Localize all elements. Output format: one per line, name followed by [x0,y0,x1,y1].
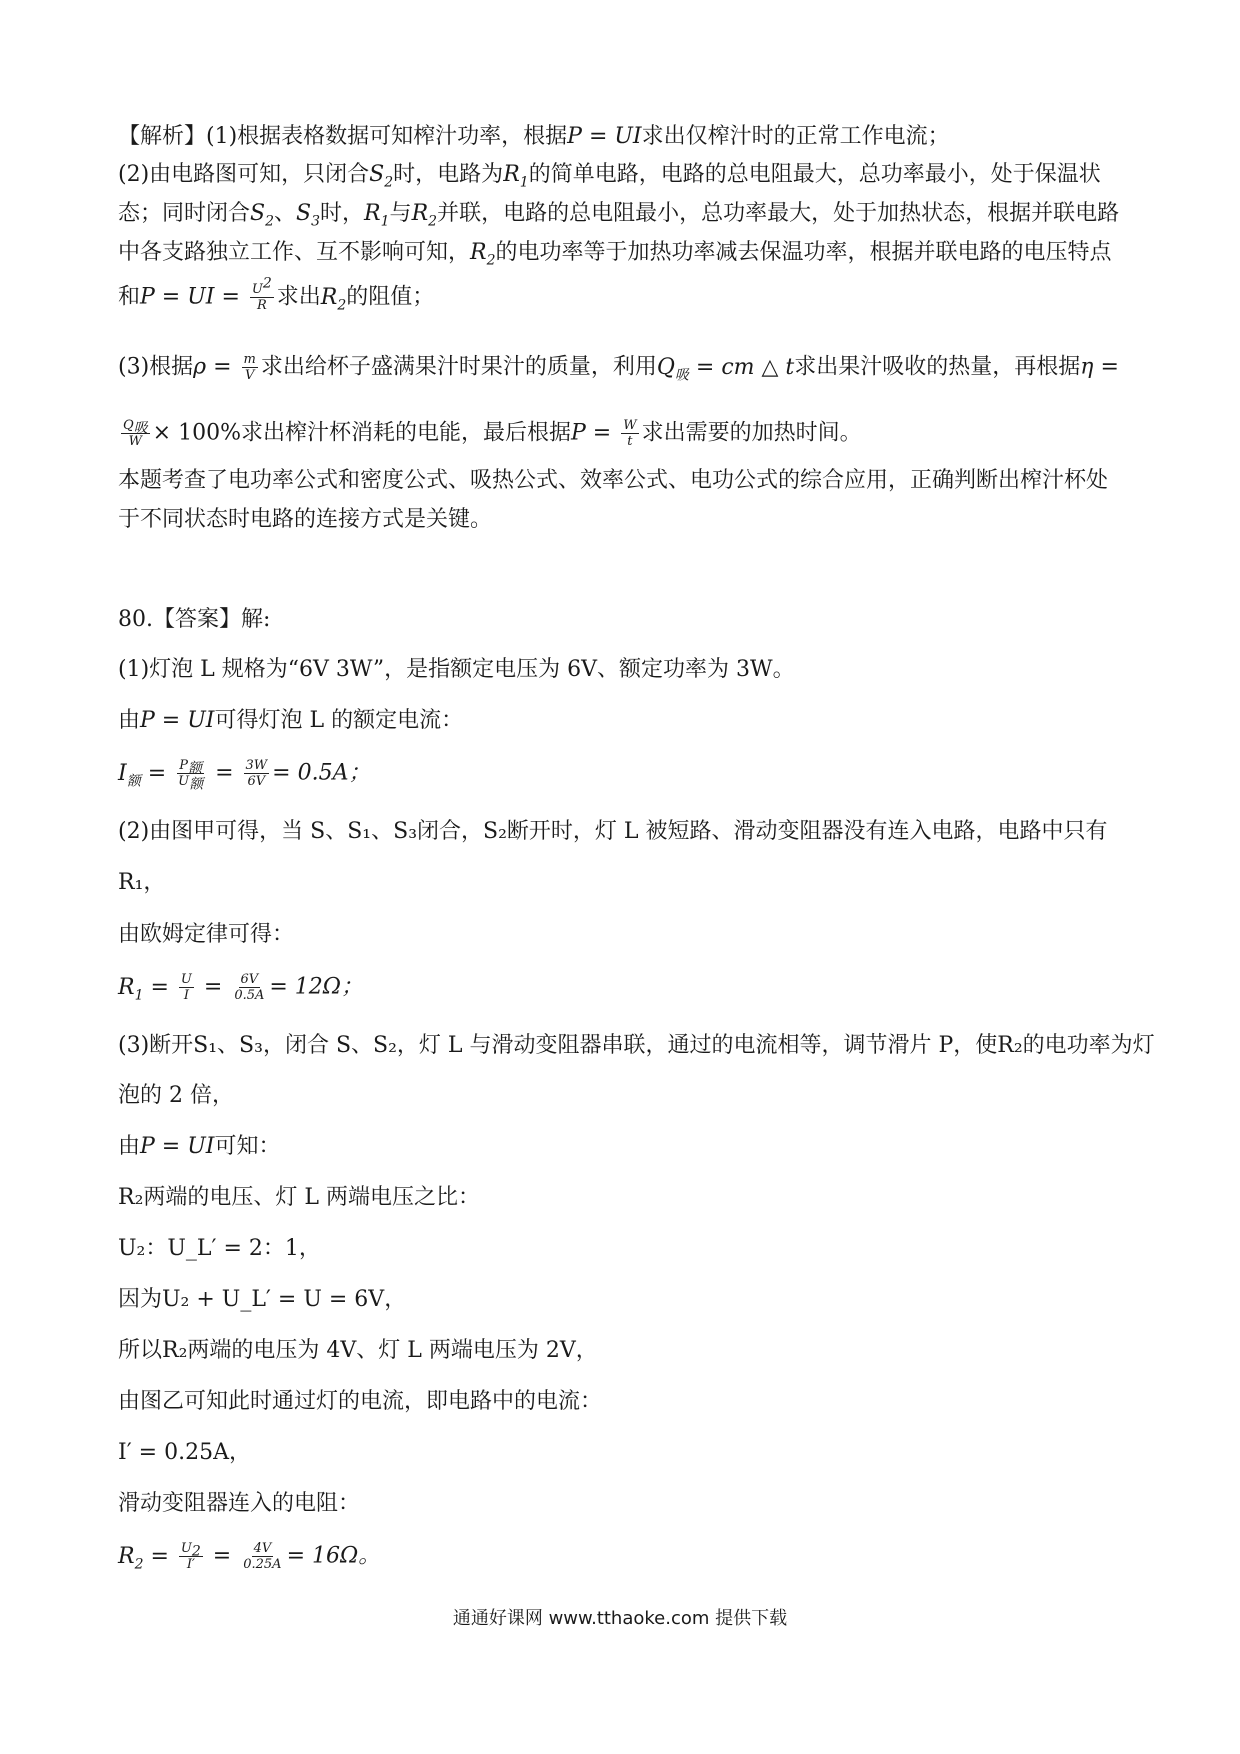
answer-p16: I′ = 0.25A， [118,1440,251,1465]
analysis-line-3: 态；同时闭合$S_2$、$S_3$时，$R_1$与$R_2$并联，电路的总电阻最小，总功率最大，处于加热状态，根据并联电路 [118,201,1120,230]
answer-p6: 由欧姆定律可得： [118,922,295,947]
answer-p15: 由图乙可知此时通过灯的电流，即电路中的电流： [118,1389,603,1414]
answer-p12: U₂：U_L′ = 2：1， [118,1236,321,1261]
analysis-line-1: 【解析】(1)根据表格数据可知榨汁功率，根据P = UI求出仅榨汁时的正常工作电流； [118,124,950,149]
answer-p11: R₂两端的电压、灯 L 两端电压之比： [118,1185,480,1210]
answer-p1: (1)灯泡 L 规格为“6V 3W”，是指额定电压为 6V、额定功率为 3W。 [118,657,795,682]
answer-p5: R₁， [118,870,166,895]
page-footer: 通通好课网 www.tthaoke.com 提供下载 [452,1608,788,1629]
answer-p13: 因为U₂ + U_L′ = U = 6V， [118,1287,407,1312]
answer-header: 80.【答案】解: [118,607,271,632]
answer-p17: 滑动变阻器连入的电阻： [118,1491,361,1516]
answer-p7: $R_1$ = $\frac{U}{I}$ = $\frac{6V}{0.5A}$ = 12Ω； [118,972,364,1003]
analysis-line-2: (2)由电路图可知，只闭合$S_2$时，电路为$R_1$的简单电路，电路的总电阻最大，总功率最小，处于保温状 [118,162,1101,191]
analysis-line-5: 和P = UI = $\frac{U^2}{R}$ 求出$R_2$的阻值； [118,275,435,313]
answer-p4: (2)由图甲可得，当 S、S₁、S₃闭合，S₂断开时，灯 L 被短路、滑动变阻器没有连入电路，电路中只有 [118,819,1108,844]
answer-p3: $I_额$ = $\frac{P_额}{U_额}$ = $\frac{3W}{6V}$ = 0.5A； [118,758,371,793]
analysis-line-8: 本题考查了电功率公式和密度公式、吸热公式、效率公式、电功公式的综合应用，正确判断出榨汁杯处 [118,468,1109,493]
analysis-line-4: 中各支路独立工作、互不影响可知，$R_2$的电功率等于加热功率减去保温功率，根据并联电路的电压特点 [118,240,1112,269]
analysis-line-6: (3)根据ρ = $\frac{m}{V}$ 求出给杯子盛满果汁时果汁的质量，利用$Q_吸$ = cm △ t求出果汁吸收的热量，再根据η = [118,352,1119,383]
answer-p2: 由P = UI可得灯泡 L 的额定电流： [118,708,464,733]
answer-p18: $R_2$ = $\frac{U_2}{I'}$ = $\frac{4V}{0.25A}$ = 16Ω。 [118,1541,381,1572]
answer-p14: 所以R₂两端的电压为 4V、灯 L 两端电压为 2V， [118,1338,598,1363]
analysis-line-7: $\frac{Q_吸}{W}$ × 100%求出榨汁杯消耗的电能，最后根据P = $\frac{W}{t}$ 求出需要的加热时间。 [123,418,862,449]
answer-p10: 由P = UI可知： [118,1134,281,1159]
analysis-line-9: 于不同状态时电路的连接方式是关键。 [118,507,493,532]
answer-p8: (3)断开S₁、S₃，闭合 S、S₂，灯 L 与滑动变阻器串联，通过的电流相等，调节滑片 P，使R₂的电功率为灯 [118,1033,1155,1058]
answer-p9: 泡的 2 倍， [118,1083,234,1108]
